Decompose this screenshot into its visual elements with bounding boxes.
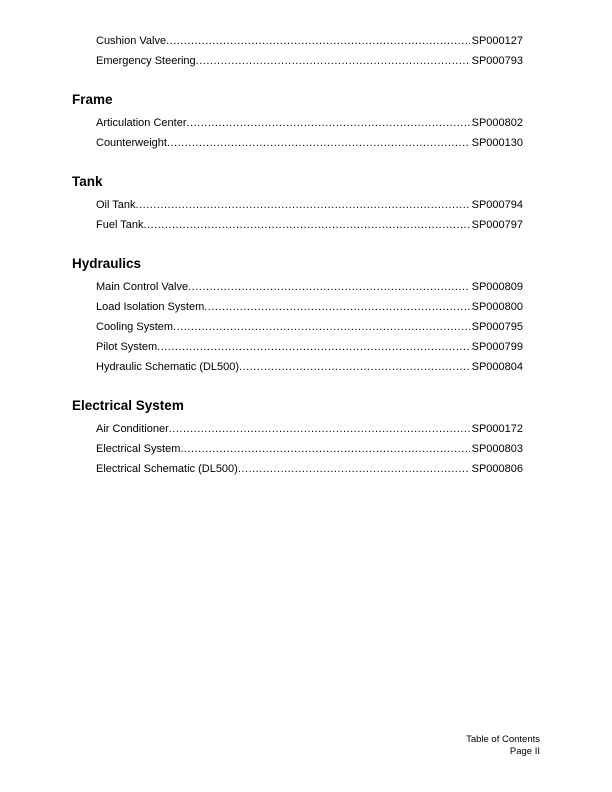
entry-page: SP000797 (471, 219, 523, 231)
dot-leader (187, 116, 470, 130)
dot-leader (239, 360, 470, 374)
dot-leader (136, 198, 470, 212)
footer-title: Table of Contents (466, 734, 540, 745)
toc-entry[interactable] (96, 442, 523, 456)
toc-entry[interactable] (96, 360, 523, 374)
footer-page-number: Page II (509, 746, 540, 757)
dot-leader (166, 34, 469, 48)
entry-page: SP000172 (471, 423, 523, 435)
toc-entry[interactable] (96, 116, 523, 130)
entry-page: SP000800 (471, 301, 523, 313)
dot-leader (204, 300, 469, 314)
entry-page: SP000803 (471, 443, 523, 455)
entry-title: Electrical System (96, 443, 181, 455)
entry-page: SP000794 (471, 199, 523, 211)
toc-entry[interactable] (96, 462, 523, 476)
entry-page: SP000799 (471, 341, 523, 353)
entry-page: SP000809 (471, 281, 523, 293)
entry-page: SP000130 (471, 137, 523, 149)
toc-entry[interactable] (96, 218, 523, 232)
toc-entry[interactable] (96, 34, 523, 48)
toc-entry[interactable] (96, 422, 523, 436)
toc-entry[interactable] (96, 320, 523, 334)
entry-page: SP000806 (471, 463, 523, 475)
entry-title: Cooling System (96, 321, 174, 333)
toc-entry[interactable] (96, 54, 523, 68)
toc-entry[interactable] (96, 198, 523, 212)
dot-leader (180, 442, 469, 456)
entry-title: Oil Tank (96, 199, 136, 211)
dot-leader (196, 54, 470, 68)
toc-entry[interactable] (96, 340, 523, 354)
entry-page: SP000793 (471, 55, 523, 67)
entry-title: Load Isolation System (96, 301, 205, 313)
section-heading: Frame (72, 92, 113, 107)
toc-entry[interactable] (96, 136, 523, 150)
dot-leader (173, 320, 470, 334)
entry-page: SP000804 (471, 361, 523, 373)
entry-page: SP000802 (471, 117, 523, 129)
entry-title: Hydraulic Schematic (DL500) (96, 361, 240, 373)
entry-title: Main Control Valve (96, 281, 189, 293)
dot-leader (167, 136, 470, 150)
entry-title: Fuel Tank (96, 219, 144, 231)
section-heading: Tank (72, 174, 103, 189)
entry-title: Pilot System (96, 341, 158, 353)
entry-title: Counterweight (96, 137, 167, 149)
entry-title: Articulation Center (96, 117, 187, 129)
entry-title: Emergency Steering (96, 55, 196, 67)
dot-leader (169, 422, 470, 436)
section-heading: Electrical System (72, 398, 184, 413)
toc-entry[interactable] (96, 300, 523, 314)
entry-title: Cushion Valve (96, 35, 167, 47)
dot-leader (144, 218, 470, 232)
entry-page: SP000795 (471, 321, 523, 333)
dot-leader (188, 280, 469, 294)
toc-entry[interactable] (96, 280, 523, 294)
entry-title: Air Conditioner (96, 423, 169, 435)
page-footer (466, 734, 540, 758)
entry-title: Electrical Schematic (DL500) (96, 463, 238, 475)
dot-leader (238, 462, 470, 476)
dot-leader (157, 340, 469, 354)
entry-page: SP000127 (471, 35, 523, 47)
section-heading: Hydraulics (72, 256, 142, 271)
